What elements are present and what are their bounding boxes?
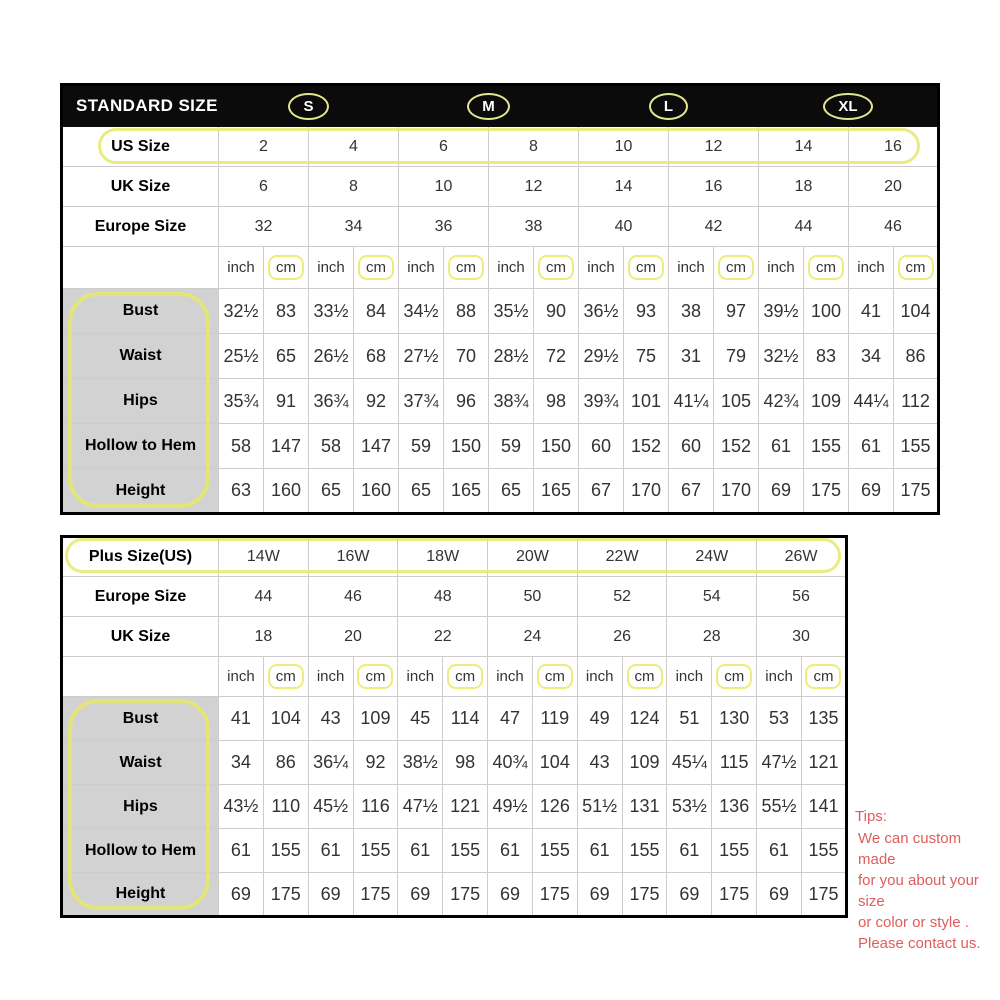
measure-value: 155 [622, 829, 667, 873]
size-group-cell [579, 85, 759, 127]
unit-cm-label: cm [538, 255, 574, 280]
unit-row [62, 247, 939, 289]
measure-value: 28½ [489, 334, 534, 379]
measure-value: 165 [444, 469, 489, 514]
measure-value: 67 [669, 469, 714, 514]
tips-line: Please contact us. [858, 935, 981, 952]
measure-value: 31 [669, 334, 714, 379]
measure-value: 59 [489, 424, 534, 469]
unit-cm-label: cm [268, 664, 304, 689]
measure-value: 67 [579, 469, 624, 514]
size-value: 38 [489, 207, 579, 247]
measure-value: 34 [219, 741, 264, 785]
size-value: 8 [489, 127, 579, 167]
measure-value: 61 [759, 424, 804, 469]
unit-inch-label: inch [757, 657, 802, 697]
size-value: 10 [399, 167, 489, 207]
size-value: 28 [667, 617, 757, 657]
measure-label: Hollow to Hem [62, 829, 219, 873]
size-value: 24W [667, 537, 757, 577]
measure-value: 36½ [579, 289, 624, 334]
measure-value: 51 [667, 697, 712, 741]
size-group-cell [399, 85, 579, 127]
size-value: 24 [488, 617, 578, 657]
unit-inch-label: inch [308, 657, 353, 697]
measure-value: 45¼ [667, 741, 712, 785]
size-group-cell [219, 85, 399, 127]
measure-value: 69 [849, 469, 894, 514]
measure-value: 130 [712, 697, 757, 741]
measure-value: 155 [894, 424, 939, 469]
measure-value: 175 [532, 873, 577, 917]
size-value: 54 [667, 577, 757, 617]
size-value: 50 [488, 577, 578, 617]
measure-value: 112 [894, 379, 939, 424]
measure-value: 79 [714, 334, 759, 379]
tips-line: for you about your size [858, 872, 979, 910]
measure-label: Bust [62, 289, 219, 334]
measure-value: 92 [353, 741, 398, 785]
measure-value: 61 [849, 424, 894, 469]
row-label: Plus Size(US) [62, 537, 219, 577]
unit-inch-label: inch [849, 247, 894, 289]
measure-value: 69 [577, 873, 622, 917]
measure-value: 119 [532, 697, 577, 741]
size-value: 14W [219, 537, 309, 577]
measure-value: 165 [534, 469, 579, 514]
measure-value: 65 [399, 469, 444, 514]
unit-cm-cell [622, 657, 667, 697]
size-value: 16 [669, 167, 759, 207]
size-value: 22 [398, 617, 488, 657]
measure-value: 110 [263, 785, 308, 829]
measure-label: Waist [62, 334, 219, 379]
size-value: 18W [398, 537, 488, 577]
measure-value: 136 [712, 785, 757, 829]
measure-value: 160 [354, 469, 399, 514]
measure-value: 69 [667, 873, 712, 917]
measure-value: 98 [534, 379, 579, 424]
size-value: 14 [579, 167, 669, 207]
size-value: 42 [669, 207, 759, 247]
unit-inch-label: inch [399, 247, 444, 289]
unit-cm-label: cm [447, 664, 483, 689]
measure-value: 51½ [577, 785, 622, 829]
measure-value: 155 [263, 829, 308, 873]
measure-value: 49 [577, 697, 622, 741]
unit-inch-label: inch [309, 247, 354, 289]
size-value: 14 [759, 127, 849, 167]
measure-value: 75 [624, 334, 669, 379]
standard-size-table [60, 83, 940, 515]
size-row [62, 207, 939, 247]
measure-value: 147 [264, 424, 309, 469]
measure-value: 70 [444, 334, 489, 379]
measure-value: 61 [667, 829, 712, 873]
measure-value: 53½ [667, 785, 712, 829]
size-value: 8 [309, 167, 399, 207]
measure-value: 38¾ [489, 379, 534, 424]
size-value: 34 [309, 207, 399, 247]
measure-value: 69 [757, 873, 802, 917]
unit-cm-cell [443, 657, 488, 697]
measure-value: 100 [804, 289, 849, 334]
measure-row [62, 334, 939, 379]
measure-value: 152 [714, 424, 759, 469]
measure-value: 40¾ [488, 741, 533, 785]
unit-cm-label: cm [358, 255, 394, 280]
row-label: UK Size [62, 167, 219, 207]
measure-value: 126 [532, 785, 577, 829]
measure-value: 104 [894, 289, 939, 334]
unit-inch-label: inch [667, 657, 712, 697]
measure-value: 155 [801, 829, 846, 873]
unit-cm-cell [264, 247, 309, 289]
unit-inch-label: inch [398, 657, 443, 697]
measure-value: 34½ [399, 289, 444, 334]
measure-value: 60 [579, 424, 624, 469]
measure-value: 115 [712, 741, 757, 785]
unit-cm-cell [353, 657, 398, 697]
unit-cm-label: cm [537, 664, 573, 689]
measure-value: 175 [263, 873, 308, 917]
unit-inch-label: inch [669, 247, 714, 289]
measure-value: 88 [444, 289, 489, 334]
measure-value: 47½ [757, 741, 802, 785]
size-value: 12 [669, 127, 759, 167]
measure-value: 109 [622, 741, 667, 785]
measure-value: 121 [801, 741, 846, 785]
unit-inch-label: inch [489, 247, 534, 289]
standard-size-section [60, 83, 940, 515]
measure-value: 72 [534, 334, 579, 379]
size-value: 20W [488, 537, 578, 577]
measure-value: 61 [488, 829, 533, 873]
measure-value: 83 [804, 334, 849, 379]
unit-inch-label: inch [577, 657, 622, 697]
size-group-cell [759, 85, 939, 127]
measure-value: 69 [308, 873, 353, 917]
unit-spacer [62, 657, 219, 697]
size-value: 20 [308, 617, 398, 657]
unit-spacer [62, 247, 219, 289]
size-group-badge-m: M [467, 93, 510, 120]
measure-value: 69 [488, 873, 533, 917]
unit-cm-label: cm [357, 664, 393, 689]
size-group-badge-xl: XL [823, 93, 872, 120]
plus-size-table [60, 535, 848, 918]
measure-value: 141 [801, 785, 846, 829]
measure-value: 47 [488, 697, 533, 741]
measure-value: 44¼ [849, 379, 894, 424]
size-value: 2 [219, 127, 309, 167]
measure-value: 61 [398, 829, 443, 873]
measure-value: 35¾ [219, 379, 264, 424]
measure-value: 65 [309, 469, 354, 514]
measure-value: 38 [669, 289, 714, 334]
measure-value: 114 [443, 697, 488, 741]
measure-value: 61 [757, 829, 802, 873]
measure-value: 147 [354, 424, 399, 469]
unit-cm-label: cm [448, 255, 484, 280]
row-label: UK Size [62, 617, 219, 657]
unit-inch-label: inch [579, 247, 624, 289]
unit-inch-label: inch [759, 247, 804, 289]
row-label: Europe Size [62, 577, 219, 617]
row-label: Europe Size [62, 207, 219, 247]
row-label: US Size [62, 127, 219, 167]
measure-value: 86 [894, 334, 939, 379]
measure-value: 150 [444, 424, 489, 469]
unit-cm-label: cm [268, 255, 304, 280]
measure-value: 69 [759, 469, 804, 514]
size-value: 4 [309, 127, 399, 167]
measure-value: 90 [534, 289, 579, 334]
unit-inch-label: inch [488, 657, 533, 697]
unit-cm-cell [354, 247, 399, 289]
unit-cm-cell [263, 657, 308, 697]
unit-cm-cell [624, 247, 669, 289]
measure-value: 32½ [219, 289, 264, 334]
size-row [62, 167, 939, 207]
measure-value: 124 [622, 697, 667, 741]
measure-row [62, 697, 847, 741]
measure-value: 92 [354, 379, 399, 424]
unit-cm-label: cm [628, 255, 664, 280]
measure-label: Waist [62, 741, 219, 785]
measure-value: 35½ [489, 289, 534, 334]
measure-label: Hips [62, 785, 219, 829]
measure-value: 33½ [309, 289, 354, 334]
measure-value: 41 [219, 697, 264, 741]
size-value: 56 [757, 577, 847, 617]
measure-row [62, 873, 847, 917]
size-value: 20 [849, 167, 939, 207]
size-value: 46 [849, 207, 939, 247]
measure-value: 155 [804, 424, 849, 469]
tips-note [855, 806, 1000, 954]
size-row [62, 617, 847, 657]
size-value: 12 [489, 167, 579, 207]
size-group-badge-s: S [288, 93, 328, 120]
measure-value: 84 [354, 289, 399, 334]
unit-cm-cell [804, 247, 849, 289]
measure-row [62, 741, 847, 785]
measure-value: 45½ [308, 785, 353, 829]
table-title: STANDARD SIZE [62, 85, 219, 127]
size-value: 16W [308, 537, 398, 577]
tips-line: or color or style . [858, 914, 969, 931]
measure-value: 27½ [399, 334, 444, 379]
measure-value: 155 [712, 829, 757, 873]
measure-value: 93 [624, 289, 669, 334]
measure-value: 116 [353, 785, 398, 829]
measure-value: 49½ [488, 785, 533, 829]
measure-value: 131 [622, 785, 667, 829]
measure-value: 59 [399, 424, 444, 469]
measure-value: 175 [443, 873, 488, 917]
size-value: 44 [219, 577, 309, 617]
measure-value: 109 [804, 379, 849, 424]
plus-size-section [60, 535, 848, 918]
measure-value: 34 [849, 334, 894, 379]
measure-value: 155 [443, 829, 488, 873]
measure-value: 32½ [759, 334, 804, 379]
measure-value: 39½ [759, 289, 804, 334]
unit-cm-cell [894, 247, 939, 289]
unit-cm-label: cm [808, 255, 844, 280]
measure-value: 39¾ [579, 379, 624, 424]
unit-cm-label: cm [718, 255, 754, 280]
unit-cm-cell [712, 657, 757, 697]
measure-row [62, 379, 939, 424]
unit-cm-label: cm [716, 664, 752, 689]
measure-value: 104 [532, 741, 577, 785]
measure-value: 58 [219, 424, 264, 469]
measure-value: 105 [714, 379, 759, 424]
measure-value: 175 [622, 873, 667, 917]
unit-cm-cell [801, 657, 846, 697]
measure-value: 91 [264, 379, 309, 424]
measure-value: 60 [669, 424, 714, 469]
measure-value: 58 [309, 424, 354, 469]
size-value: 48 [398, 577, 488, 617]
measure-row [62, 424, 939, 469]
measure-value: 36¼ [308, 741, 353, 785]
measure-value: 41 [849, 289, 894, 334]
measure-label: Height [62, 873, 219, 917]
measure-value: 96 [444, 379, 489, 424]
measure-value: 63 [219, 469, 264, 514]
measure-value: 38½ [398, 741, 443, 785]
measure-value: 61 [219, 829, 264, 873]
measure-row [62, 469, 939, 514]
size-value: 26W [757, 537, 847, 577]
measure-value: 65 [264, 334, 309, 379]
measure-label: Hips [62, 379, 219, 424]
measure-value: 43 [308, 697, 353, 741]
measure-value: 29½ [579, 334, 624, 379]
unit-cm-cell [532, 657, 577, 697]
measure-value: 36¾ [309, 379, 354, 424]
measure-value: 175 [712, 873, 757, 917]
measure-value: 61 [577, 829, 622, 873]
measure-row [62, 829, 847, 873]
size-value: 22W [577, 537, 667, 577]
measure-value: 53 [757, 697, 802, 741]
unit-inch-label: inch [219, 247, 264, 289]
measure-value: 175 [801, 873, 846, 917]
unit-cm-label: cm [898, 255, 934, 280]
measure-value: 175 [804, 469, 849, 514]
unit-cm-cell [714, 247, 759, 289]
size-value: 18 [759, 167, 849, 207]
measure-value: 170 [624, 469, 669, 514]
size-value: 52 [577, 577, 667, 617]
measure-label: Hollow to Hem [62, 424, 219, 469]
measure-value: 42¾ [759, 379, 804, 424]
measure-value: 26½ [309, 334, 354, 379]
measure-value: 25½ [219, 334, 264, 379]
unit-cm-label: cm [627, 664, 663, 689]
measure-value: 101 [624, 379, 669, 424]
size-value: 18 [219, 617, 309, 657]
measure-value: 121 [443, 785, 488, 829]
size-value: 6 [399, 127, 489, 167]
size-value: 44 [759, 207, 849, 247]
measure-value: 55½ [757, 785, 802, 829]
measure-value: 155 [532, 829, 577, 873]
measure-value: 97 [714, 289, 759, 334]
size-value: 46 [308, 577, 398, 617]
unit-cm-cell [444, 247, 489, 289]
tips-title: Tips: [855, 808, 887, 825]
measure-value: 152 [624, 424, 669, 469]
measure-value: 86 [263, 741, 308, 785]
measure-value: 69 [219, 873, 264, 917]
measure-row [62, 289, 939, 334]
measure-value: 109 [353, 697, 398, 741]
unit-row [62, 657, 847, 697]
measure-value: 175 [894, 469, 939, 514]
measure-value: 175 [353, 873, 398, 917]
measure-value: 150 [534, 424, 579, 469]
measure-value: 47½ [398, 785, 443, 829]
measure-value: 155 [353, 829, 398, 873]
measure-value: 61 [308, 829, 353, 873]
measure-value: 68 [354, 334, 399, 379]
measure-value: 45 [398, 697, 443, 741]
measure-value: 160 [264, 469, 309, 514]
measure-value: 37¾ [399, 379, 444, 424]
size-row [62, 577, 847, 617]
size-value: 40 [579, 207, 669, 247]
measure-value: 170 [714, 469, 759, 514]
measure-value: 43 [577, 741, 622, 785]
measure-value: 135 [801, 697, 846, 741]
unit-inch-label: inch [219, 657, 264, 697]
table-header-row [62, 85, 939, 127]
measure-value: 65 [489, 469, 534, 514]
measure-value: 43½ [219, 785, 264, 829]
unit-cm-cell [534, 247, 579, 289]
unit-cm-label: cm [805, 664, 841, 689]
size-value: 6 [219, 167, 309, 207]
size-group-badge-l: L [649, 93, 688, 120]
measure-value: 83 [264, 289, 309, 334]
measure-label: Height [62, 469, 219, 514]
tips-lines [855, 828, 1000, 954]
measure-value: 69 [398, 873, 443, 917]
measure-row [62, 785, 847, 829]
measure-label: Bust [62, 697, 219, 741]
size-value: 30 [757, 617, 847, 657]
size-value: 26 [577, 617, 667, 657]
tips-line: We can custom made [858, 830, 962, 868]
size-row [62, 127, 939, 167]
size-value: 16 [849, 127, 939, 167]
measure-value: 104 [263, 697, 308, 741]
size-value: 36 [399, 207, 489, 247]
measure-value: 41¼ [669, 379, 714, 424]
size-value: 32 [219, 207, 309, 247]
measure-value: 98 [443, 741, 488, 785]
size-value: 10 [579, 127, 669, 167]
size-row [62, 537, 847, 577]
